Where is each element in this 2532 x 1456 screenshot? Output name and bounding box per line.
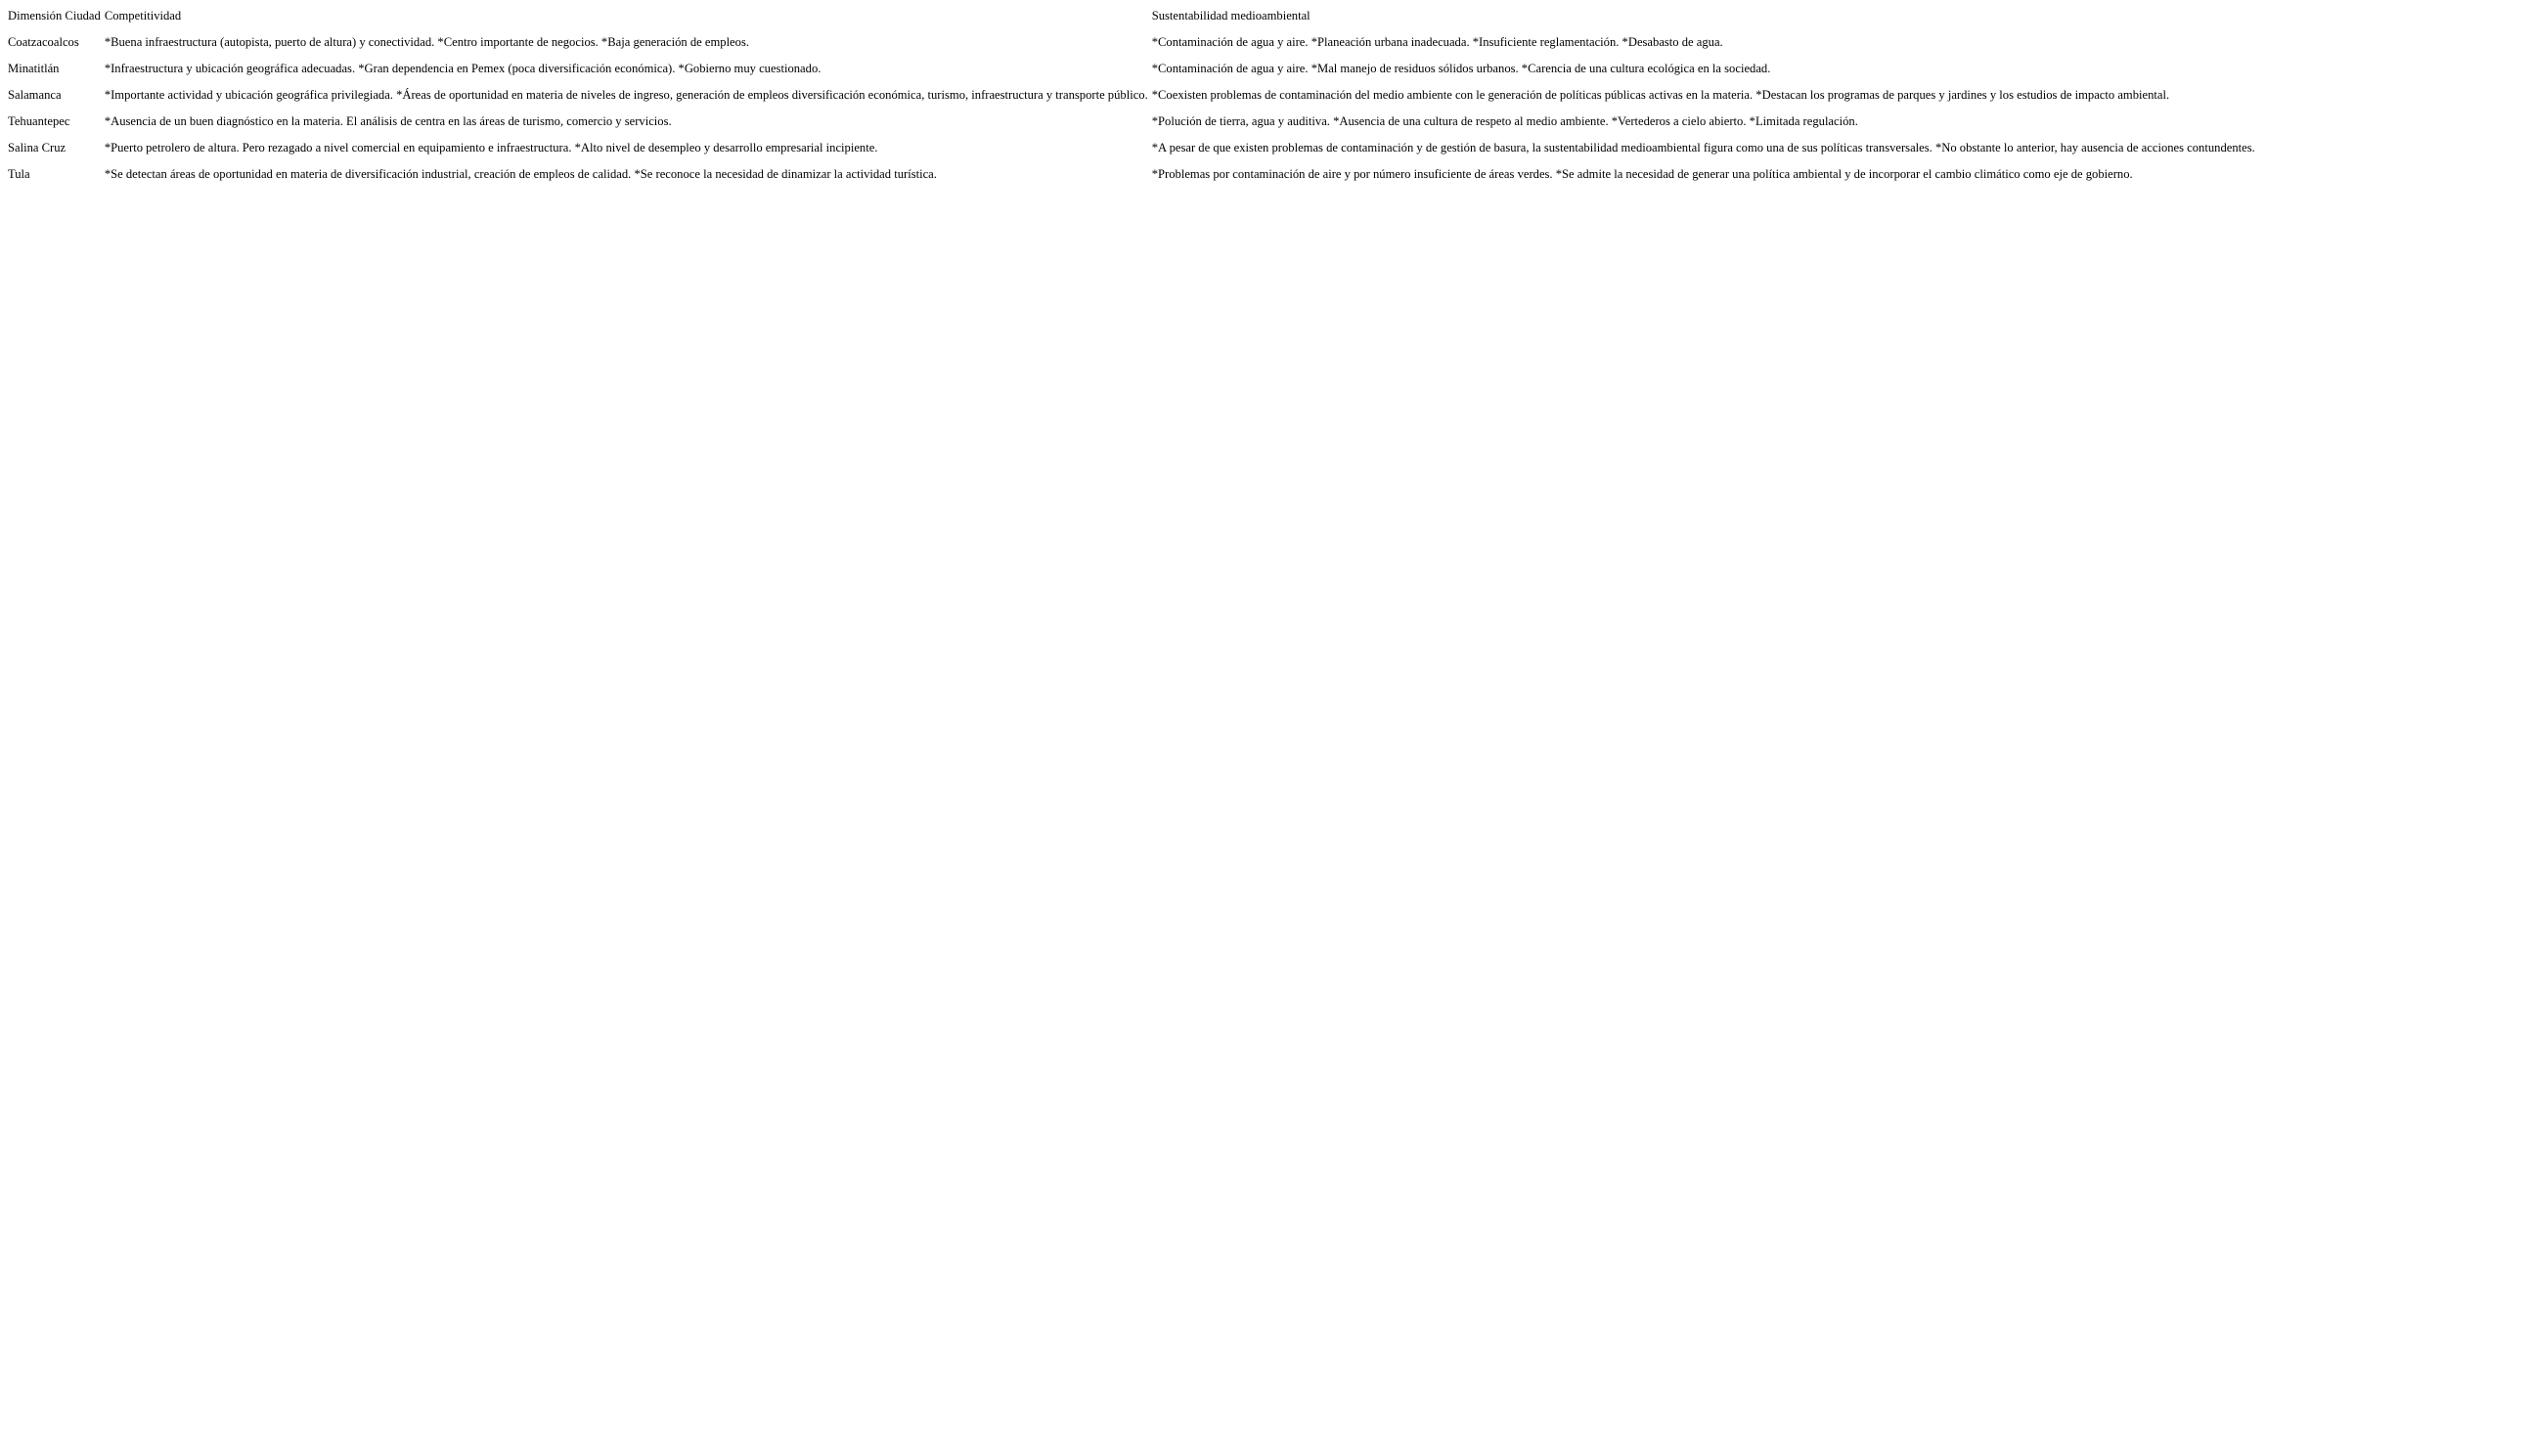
city-comparison-table bbox=[4, 8, 2259, 193]
sustentabilidad-cell: *Problemas por contaminación de aire y por número insuficiente de áreas verdes. *Se admite la necesidad de generar una política ambiental y de incorporar el cambio climático como eje de gobierno. bbox=[1151, 167, 2133, 181]
city-cell: Tehuantepec bbox=[8, 114, 70, 128]
table-row bbox=[8, 61, 2255, 87]
table-header-row bbox=[8, 8, 2255, 34]
city-cell: Coatzacoalcos bbox=[8, 35, 79, 49]
sustentabilidad-cell: *Contaminación de agua y aire. *Planeación urbana inadecuada. *Insuficiente reglamentación. *Desabasto de agua. bbox=[1151, 35, 1723, 49]
city-cell: Salina Cruz bbox=[8, 141, 67, 154]
city-cell: Minatitlán bbox=[8, 62, 60, 75]
competitividad-cell: *Se detectan áreas de oportunidad en materia de diversificación industrial, creación de empleos de calidad. *Se reconoce la necesidad de dinamizar la actividad turística. bbox=[104, 167, 937, 181]
header-competitividad: Competitividad bbox=[104, 9, 182, 22]
table-row bbox=[8, 87, 2255, 113]
competitividad-cell: *Buena infraestructura (autopista, puerto de altura) y conectividad. *Centro importante de negocios. *Baja generación de empleos. bbox=[104, 35, 749, 49]
city-cell: Tula bbox=[8, 167, 30, 181]
competitividad-cell: *Importante actividad y ubicación geográfica privilegiada. *Áreas de oportunidad en materia de niveles de ingreso, generación de empleos diversificación económica, turismo, infraestructura y transporte público. bbox=[104, 88, 1148, 102]
competitividad-cell: *Puerto petrolero de altura. Pero rezagado a nivel comercial en equipamiento e infraestructura. *Alto nivel de desempleo y desarrollo empresarial incipiente. bbox=[104, 141, 878, 154]
table-row bbox=[8, 140, 2255, 166]
table-row bbox=[8, 34, 2255, 61]
header-dimension-ciudad: Dimensión Ciudad bbox=[8, 9, 101, 22]
table-row bbox=[8, 166, 2255, 193]
header-sustentabilidad: Sustentabilidad medioambiental bbox=[1151, 9, 1310, 22]
sustentabilidad-cell: *Coexisten problemas de contaminación del medio ambiente con le generación de políticas públicas activas en la materia. *Destacan los programas de parques y jardines y los estudios de impacto ambiental. bbox=[1151, 88, 2170, 102]
competitividad-cell: *Infraestructura y ubicación geográfica adecuadas. *Gran dependencia en Pemex (poca diversificación económica). *Gobierno muy cuestionado. bbox=[104, 62, 822, 75]
sustentabilidad-cell: *Contaminación de agua y aire. *Mal manejo de residuos sólidos urbanos. *Carencia de una cultura ecológica en la sociedad. bbox=[1151, 62, 1771, 75]
table-row bbox=[8, 113, 2255, 140]
sustentabilidad-cell: *A pesar de que existen problemas de contaminación y de gestión de basura, la sustentabilidad medioambiental figura como una de sus políticas transversales. *No obstante lo anterior, hay ausencia de acciones contundentes. bbox=[1151, 141, 2255, 154]
competitividad-cell: *Ausencia de un buen diagnóstico en la materia. El análisis de centra en las áreas de turismo, comercio y servicios. bbox=[104, 114, 672, 128]
city-cell: Salamanca bbox=[8, 88, 62, 102]
sustentabilidad-cell: *Polución de tierra, agua y auditiva. *Ausencia de una cultura de respeto al medio ambiente. *Vertederos a cielo abierto. *Limitada regulación. bbox=[1151, 114, 1858, 128]
